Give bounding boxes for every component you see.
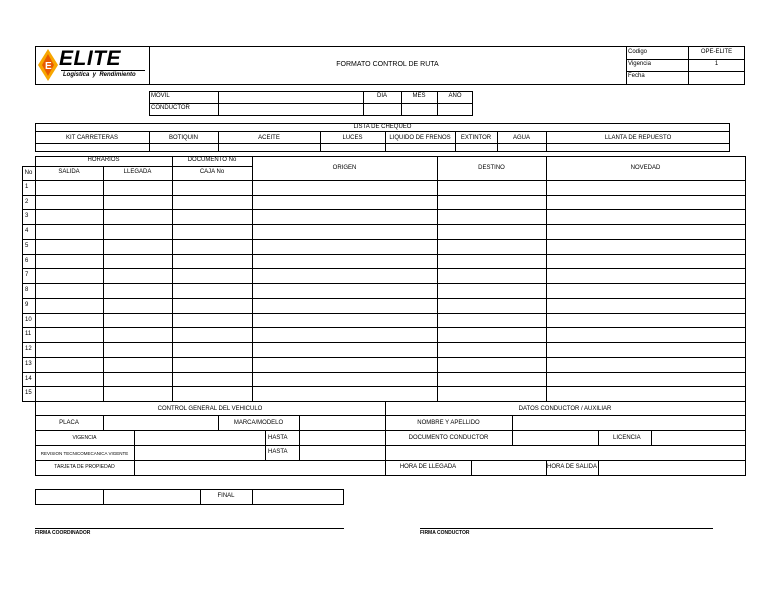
checklist-item: LUCES	[342, 135, 363, 141]
caja-label: CAJA No	[199, 169, 225, 175]
row-number: 1	[25, 184, 29, 190]
documento-label: DOCUMENTO No	[187, 157, 237, 163]
driver-data-title: DATOS CONDUCTOR / AUXILIAR	[518, 406, 612, 412]
row-number: 3	[25, 213, 29, 219]
signature-conductor-label: FIRMA CONDUCTOR	[420, 530, 470, 536]
brand-tagline: Logistica y Rendimiento	[63, 72, 136, 78]
codigo-label: Codigo	[628, 49, 648, 55]
brand-name: ELITE	[59, 47, 122, 70]
fecha-label: Fecha	[628, 73, 645, 79]
row-number: 12	[25, 346, 32, 352]
row-number: 6	[25, 258, 29, 264]
row-number: 8	[25, 287, 29, 293]
conductor-label: CONDUCTOR	[151, 105, 190, 111]
row-number: 9	[25, 302, 29, 308]
checklist-title: LISTA DE CHEQUEO	[353, 124, 412, 130]
tarjeta-label: TARJETA DE PROPIEDAD	[54, 464, 115, 470]
origen-label: ORIGEN	[332, 165, 357, 171]
row-number: 14	[25, 376, 32, 382]
ano-label: AÑO	[448, 93, 462, 99]
novedad-label: NOVEDAD	[630, 165, 661, 171]
company-logo	[37, 48, 147, 82]
hora-llegada-label: HORA DE LLEGADA	[399, 464, 457, 470]
row-number: 4	[25, 228, 29, 234]
documento-conductor-label: DOCUMENTO CONDUCTOR	[408, 435, 489, 441]
revision-label: REVISION TECNICOMECANICA VIGENTE	[40, 451, 129, 456]
vigencia-field-label: VIGENCIA	[72, 435, 97, 441]
codigo-value: OPE-ELITE	[700, 49, 733, 55]
row-number: 11	[25, 331, 32, 337]
mes-label: MES	[412, 93, 426, 99]
vigencia-label: Vigencia	[628, 61, 651, 67]
no-label: No	[24, 170, 33, 176]
final-label: FINAL	[217, 493, 235, 499]
page-title: FORMATO CONTROL DE RUTA	[336, 61, 439, 68]
conductor-field[interactable]	[219, 104, 362, 115]
row-number: 10	[25, 317, 32, 323]
horarios-label: HORARIOS	[87, 157, 120, 163]
hasta-label: HASTA	[268, 449, 288, 455]
checklist-item: KIT CARRETERAS	[66, 135, 118, 141]
row-number: 13	[25, 361, 32, 367]
checklist-item: AGUA	[512, 135, 530, 141]
row-number: 2	[25, 199, 29, 205]
licencia-label: LICENCIA	[613, 435, 641, 441]
destino-label: DESTINO	[478, 165, 505, 171]
svg-text:E: E	[45, 61, 52, 72]
checklist-item: LLANTA DE REPUESTO	[604, 135, 672, 141]
vehicle-control-title: CONTROL GENERAL DEL VEHICULO	[157, 406, 263, 412]
salida-label: SALIDA	[58, 169, 80, 175]
movil-label: MOVIL	[151, 93, 170, 99]
movil-field[interactable]	[219, 92, 362, 102]
row-number: 5	[25, 243, 29, 249]
checklist-item: BOTIQUIN	[168, 135, 198, 141]
marca-label: MARCA/MODELO	[233, 420, 284, 426]
row-number: 15	[25, 390, 32, 396]
brand-underline	[61, 70, 145, 71]
nombre-label: NOMBRE Y APELLIDO	[417, 420, 480, 426]
signature-line-coordinador	[35, 528, 344, 529]
flame-icon	[37, 49, 59, 81]
checklist-item: ACEITE	[258, 135, 280, 141]
row-number: 7	[25, 272, 29, 278]
final-box	[35, 489, 344, 505]
vigencia-value: 1	[714, 61, 719, 67]
dia-label: DIA	[376, 93, 387, 99]
hasta-label: HASTA	[268, 435, 288, 441]
signature-line-conductor	[420, 528, 713, 529]
signature-coordinador-label: FIRMA COORDINADOR	[35, 530, 91, 536]
checklist-item: EXTINTOR	[460, 135, 492, 141]
placa-label: PLACA	[59, 420, 79, 426]
llegada-label: LLEGADA	[123, 169, 152, 175]
hora-salida-label: HORA DE SALIDA	[546, 464, 597, 470]
checklist-item: LIQUIDO DE FRENOS	[389, 135, 451, 141]
